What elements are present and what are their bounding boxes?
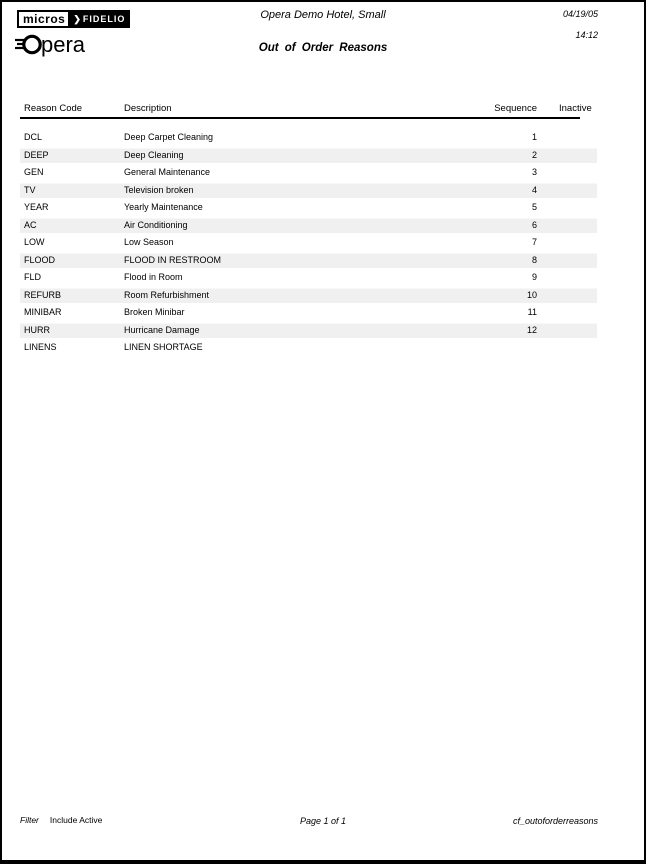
description-cell: FLOOD IN RESTROOM <box>124 254 222 265</box>
description-cell: Deep Carpet Cleaning <box>124 132 214 142</box>
sequence-cell: 2 <box>531 149 537 160</box>
reason-code-cell: GEN <box>24 167 44 177</box>
filter-label: Filter <box>20 815 39 825</box>
report-id: cf_outoforderreasons <box>512 816 598 826</box>
opera-logo-text: pera <box>41 31 86 57</box>
column-header-inactive: Inactive <box>559 103 592 114</box>
inactive-cell <box>537 252 597 270</box>
description-cell: Hurricane Damage <box>124 324 200 335</box>
reason-code-cell: AC <box>24 219 37 230</box>
sequence-cell: 10 <box>526 289 537 300</box>
reason-code-cell: DEEP <box>24 149 49 160</box>
reason-code-cell: LINENS <box>24 342 57 352</box>
table-row <box>20 234 597 252</box>
sequence-cell: 9 <box>531 272 537 282</box>
table-row <box>20 287 597 305</box>
sequence-cell: 1 <box>531 132 537 142</box>
inactive-cell <box>537 147 597 165</box>
page-number: Page 1 of 1 <box>299 816 347 826</box>
sequence-cell: 4 <box>531 184 537 195</box>
table-row <box>20 304 597 322</box>
description-cell: Room Refurbishment <box>124 289 210 300</box>
description-cell: Broken Minibar <box>124 307 185 317</box>
fidelio-logo-text: FIDELIO <box>82 14 126 24</box>
table-row <box>20 129 597 147</box>
description-cell: General Maintenance <box>124 167 211 177</box>
sequence-cell: 8 <box>531 254 537 265</box>
reason-code-cell: REFURB <box>24 289 62 300</box>
sequence-cell: 11 <box>527 307 537 317</box>
description-cell: Low Season <box>124 237 174 247</box>
table-row <box>20 339 597 357</box>
inactive-cell <box>537 199 597 217</box>
sequence-cell: 12 <box>526 324 537 335</box>
inactive-cell <box>537 339 597 357</box>
table-row <box>20 269 597 287</box>
micros-logo-text: micros <box>17 10 70 28</box>
reason-code-cell: FLOOD <box>24 254 56 265</box>
column-header-sequence: Sequence <box>494 103 537 114</box>
column-header-reason-code: Reason Code <box>24 103 83 114</box>
inactive-cell <box>537 269 597 287</box>
sequence-cell: 6 <box>531 219 537 230</box>
table-row <box>20 217 597 235</box>
description-cell: Deep Cleaning <box>124 149 184 160</box>
report-time: 14:12 <box>575 30 598 40</box>
description-cell: Air Conditioning <box>124 219 188 230</box>
reason-code-cell: LOW <box>24 237 45 247</box>
sequence-cell: 7 <box>531 237 537 247</box>
table-header-rule <box>20 117 580 119</box>
sequence-cell: 5 <box>531 202 537 212</box>
reason-code-cell: MINIBAR <box>24 307 62 317</box>
page-title: Out of Order Reasons <box>258 42 388 54</box>
reason-code-cell: FLD <box>24 272 42 282</box>
inactive-cell <box>537 234 597 252</box>
inactive-cell <box>537 164 597 182</box>
table-header <box>20 103 597 114</box>
inactive-cell <box>537 322 597 340</box>
table-row <box>20 147 597 165</box>
inactive-cell <box>537 182 597 200</box>
inactive-cell <box>537 129 597 147</box>
filter-value: Include Active <box>49 815 103 825</box>
reason-code-cell: HURR <box>24 324 50 335</box>
description-cell: Television broken <box>124 184 194 195</box>
hotel-title: Opera Demo Hotel, Small <box>260 9 386 21</box>
table-row <box>20 182 597 200</box>
reason-code-cell: TV <box>24 184 36 195</box>
reason-code-cell: DCL <box>24 132 43 142</box>
report-date: 04/19/05 <box>562 9 598 19</box>
table-row <box>20 164 597 182</box>
column-header-description: Description <box>124 103 172 114</box>
fidelio-arrow-icon: ❯ <box>73 13 82 24</box>
sequence-cell <box>437 339 537 357</box>
table-row <box>20 252 597 270</box>
table-body <box>20 129 597 357</box>
sequence-cell: 3 <box>531 167 537 177</box>
table-row <box>20 199 597 217</box>
description-cell: Flood in Room <box>124 272 183 282</box>
inactive-cell <box>537 287 597 305</box>
table-row <box>20 322 597 340</box>
inactive-cell <box>537 304 597 322</box>
inactive-cell <box>537 217 597 235</box>
description-cell: LINEN SHORTAGE <box>124 342 203 352</box>
description-cell: Yearly Maintenance <box>124 202 203 212</box>
reason-code-cell: YEAR <box>24 202 49 212</box>
